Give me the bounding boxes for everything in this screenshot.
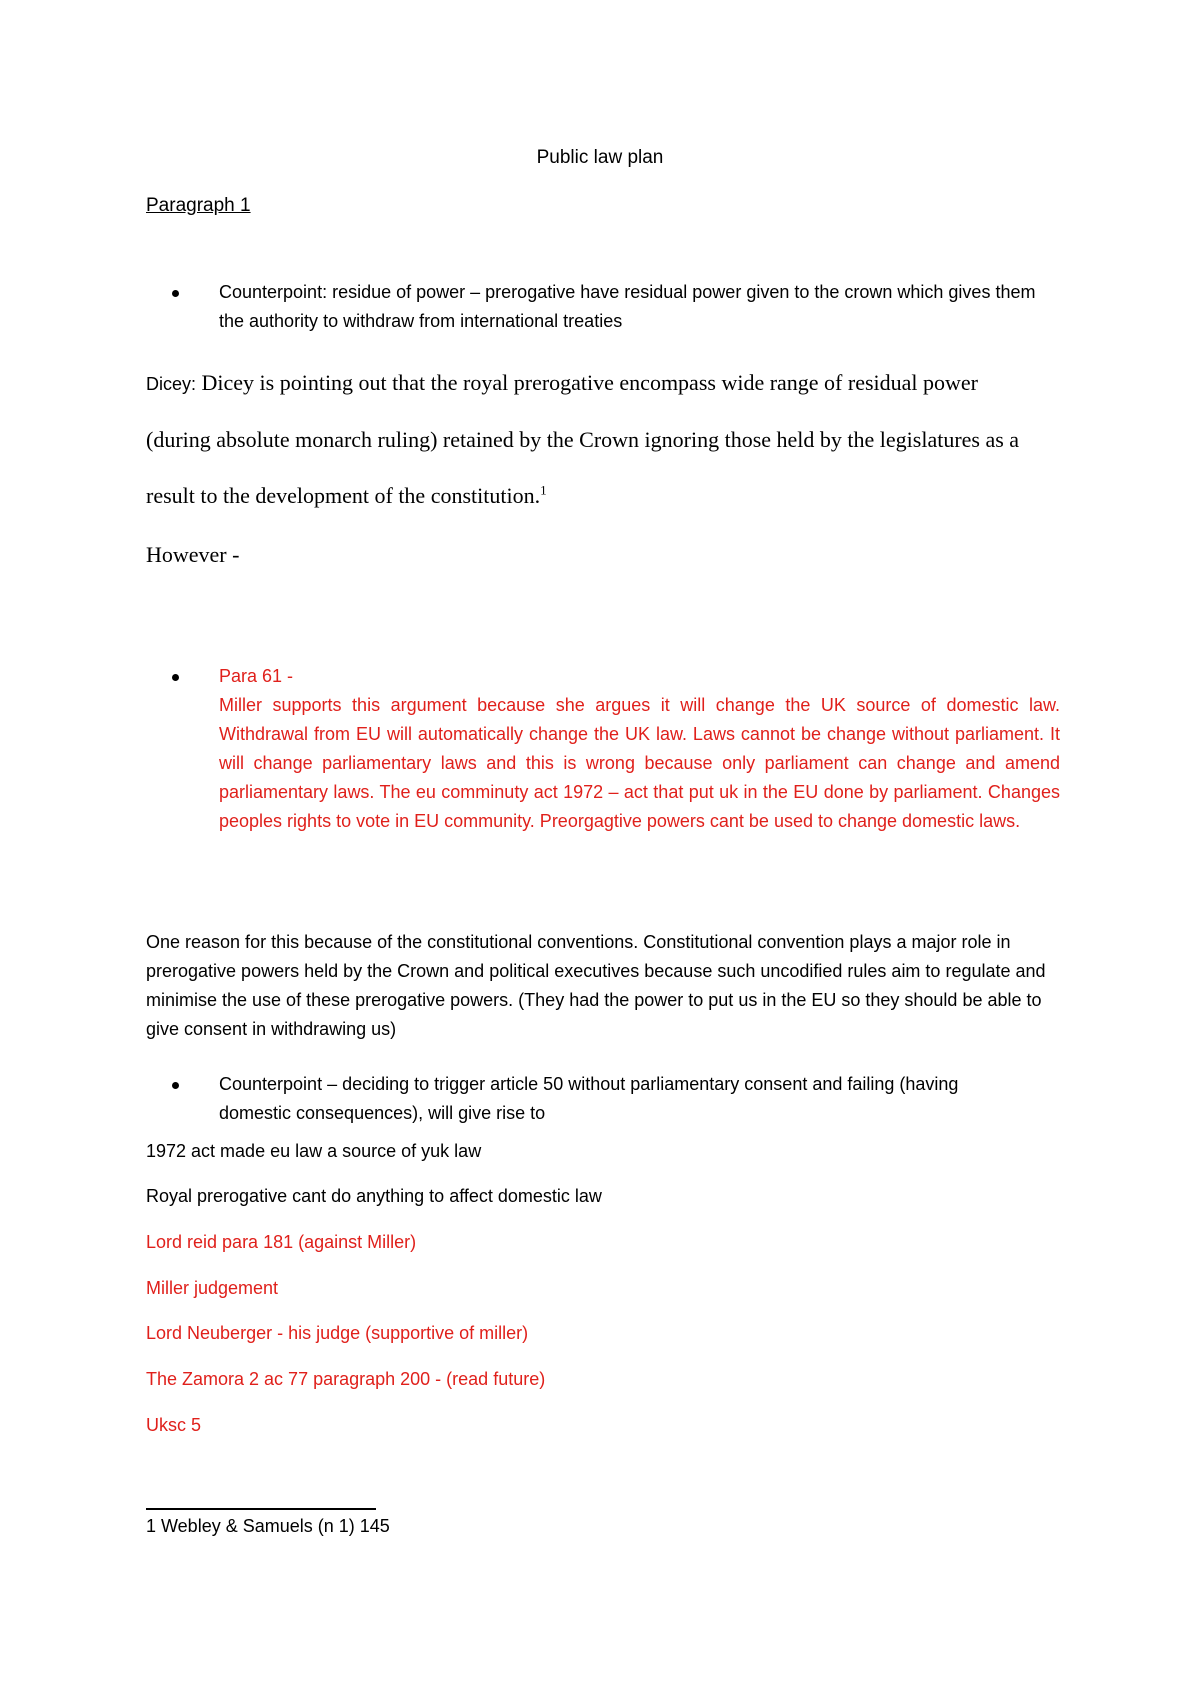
footnote-reference: 1 [540, 482, 547, 498]
red-line-miller-judgement: Miller judgement [146, 1278, 279, 1298]
paragraph-heading: Paragraph 1 [146, 195, 251, 216]
dicey-paragraph [146, 355, 1046, 524]
document-title: Public law plan [536, 147, 664, 168]
footnote: 1 Webley & Samuels (n 1) 145 [146, 1516, 390, 1536]
bullet-icon [172, 290, 179, 297]
footnote-separator [146, 1508, 376, 1510]
reason-paragraph: One reason for this because of the constitutional conventions. Constitutional convention plays a major role in prerogative powers held by the Crown and political executives because such uncodified rules aim to regulate and minimise the use of these prerogative powers. (They had the power to put us in the EU so they should be able to give consent in withdrawing us) [146, 932, 1046, 1039]
bullet-text [219, 278, 1060, 336]
red-line-uksc: Uksc 5 [146, 1415, 202, 1435]
line-1972-act: 1972 act made eu law a source of yuk law [146, 1141, 482, 1161]
bullet-body: Miller supports this argument because she argues it will change the UK source of domestic law. Withdrawal from EU will automatically change the UK law. Laws cannot be change without parliament. It will change parliamentary laws and this is wrong because only parliament can change and amend parliamentary laws. The eu comminuty act 1972 – act that put uk in the EU done by parliament. Changes peoples rights to vote in EU community. Preorgagtive powers cant be used to change domestic laws. [219, 695, 1060, 831]
bullet-icon [172, 674, 179, 681]
red-line-zamora: The Zamora 2 ac 77 paragraph 200 - (read future) [146, 1369, 546, 1389]
bullet-text: Counterpoint – deciding to trigger article 50 without parliamentary consent and failing (having domestic consequences), will give rise to [219, 1074, 959, 1123]
dicey-label: Dicey: [146, 374, 197, 394]
bullet-label: Counterpoint: [219, 282, 328, 302]
however-line: However - [146, 542, 240, 567]
line-royal-prerogative: Royal prerogative cant do anything to affect domestic law [146, 1186, 602, 1206]
red-line-lord-neuberger: Lord Neuberger - his judge (supportive of miller) [146, 1323, 529, 1343]
bullet-title: Para 61 - [219, 666, 294, 686]
bullet-text [219, 662, 1060, 836]
dicey-text: Dicey is pointing out that the royal prerogative encompass wide range of residual power (during absolute monarch ruling) retained by the Crown ignoring those held by the legislatures as a result to the development of the constitution. [146, 370, 1020, 508]
bullet-icon [172, 1082, 179, 1089]
red-line-lord-reid: Lord reid para 181 (against Miller) [146, 1232, 417, 1252]
bullet-body: residue of power – prerogative have residual power given to the crown which gives them the authority to withdraw from international treaties [219, 282, 1036, 331]
